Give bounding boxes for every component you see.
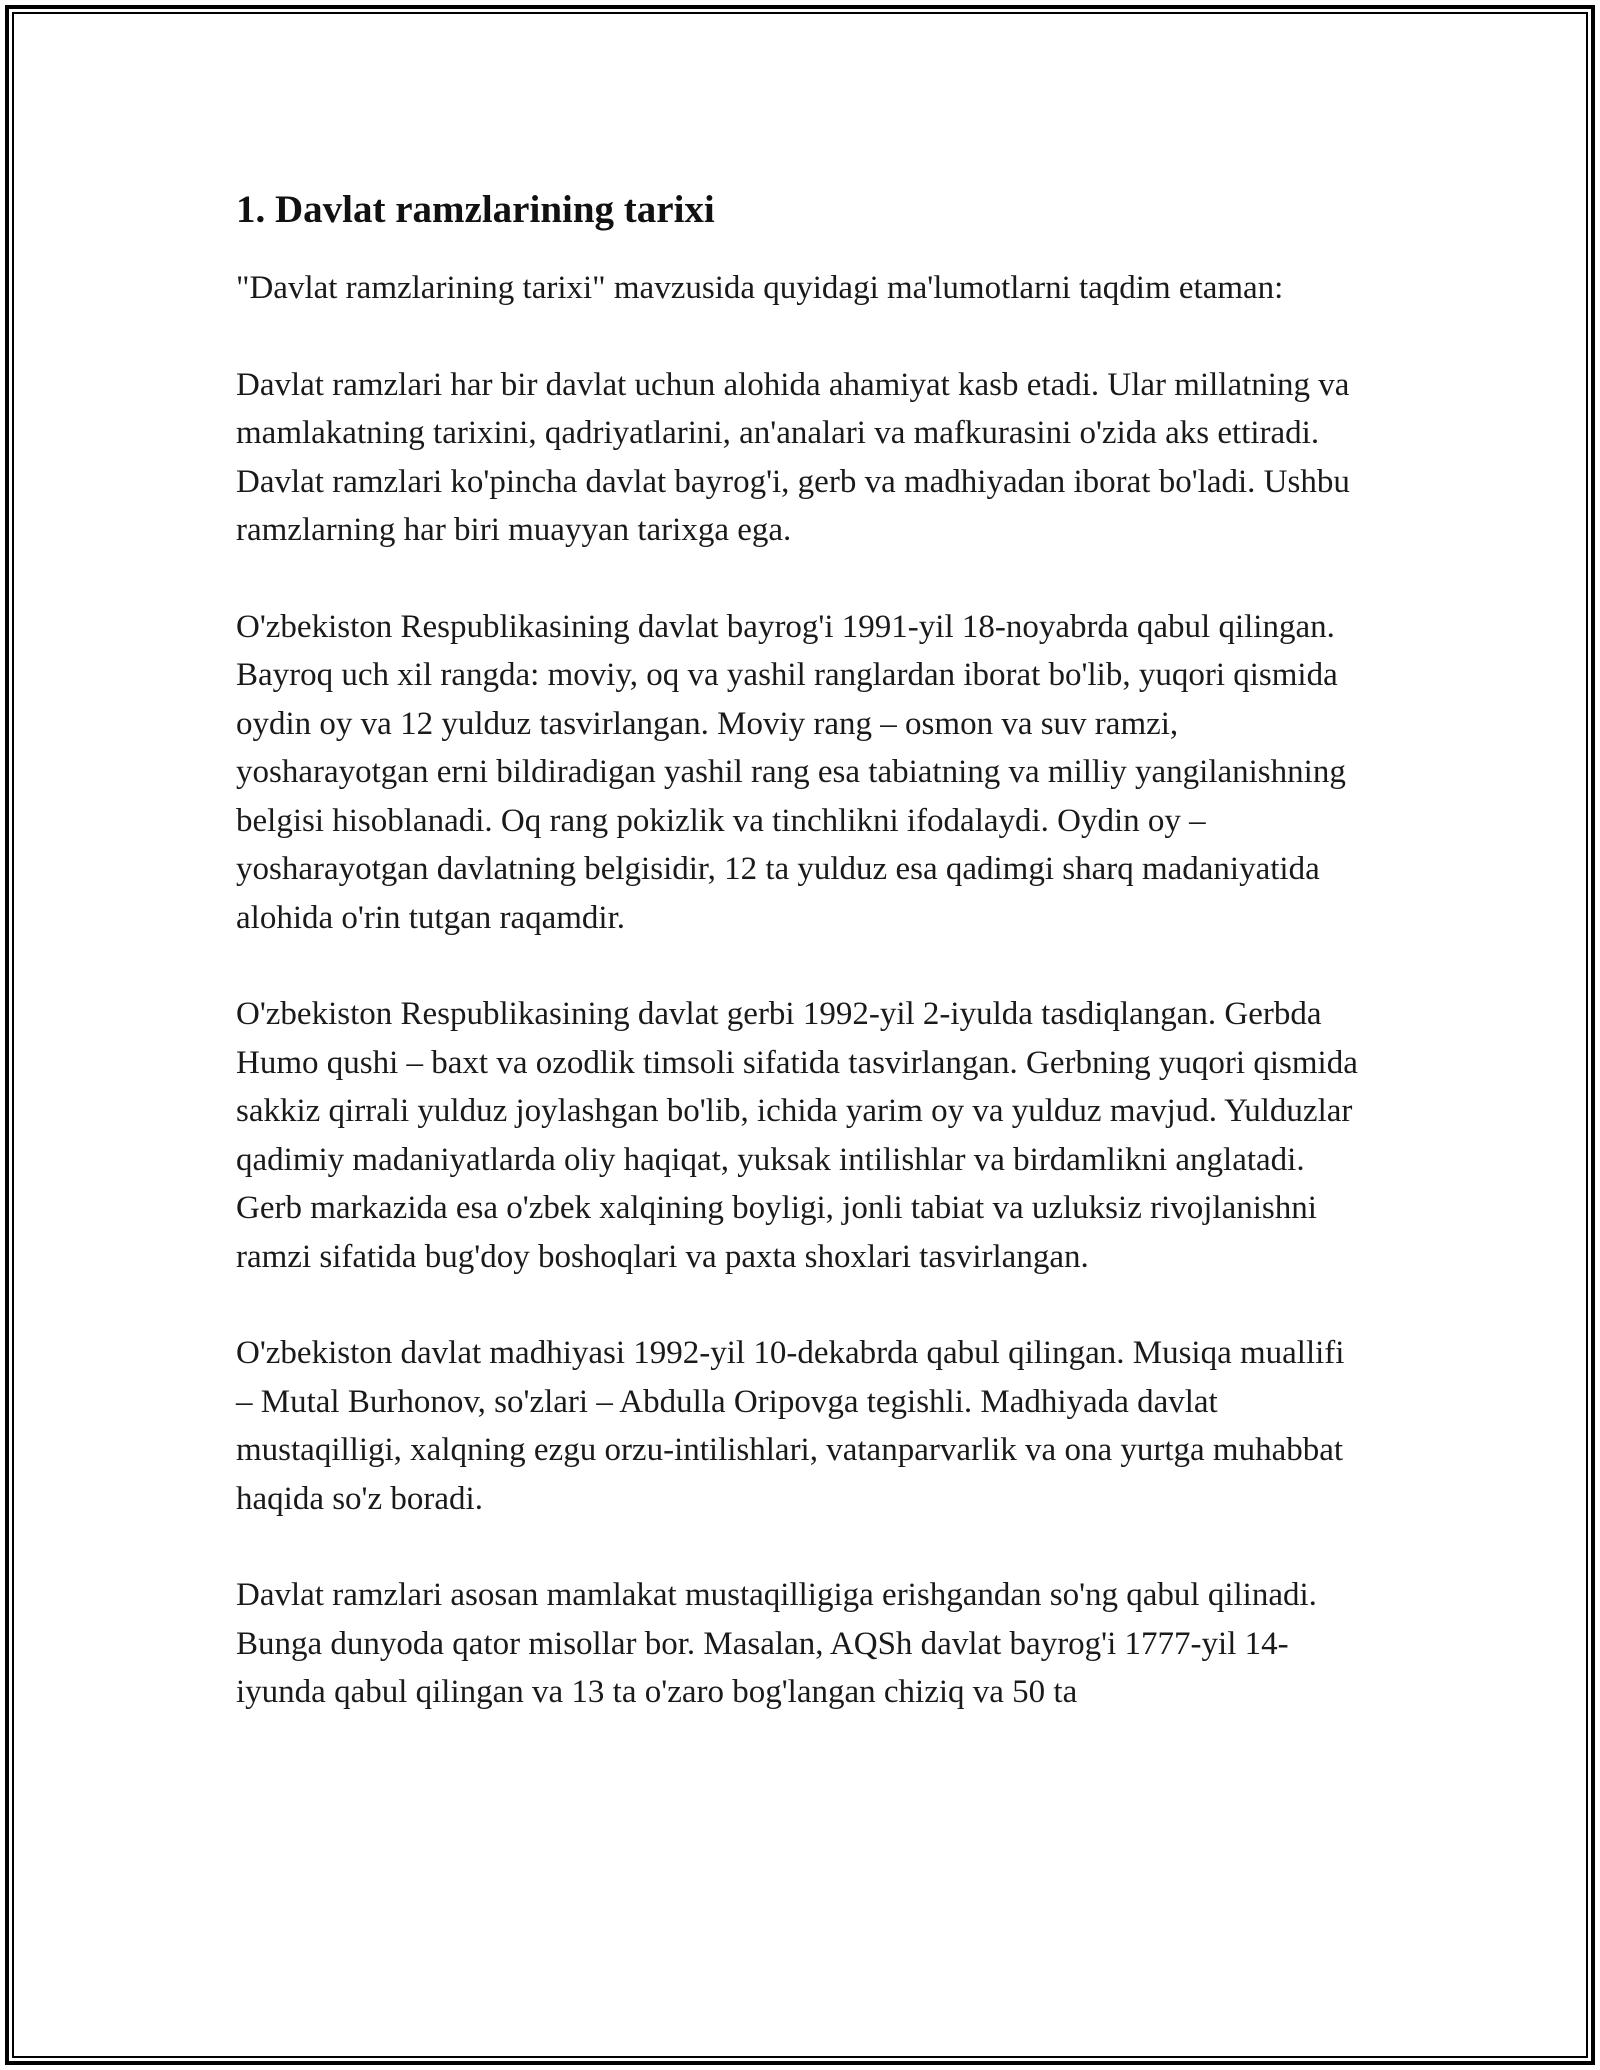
paragraph-state-symbols: Davlat ramzlari har bir davlat uchun alohida ahamiyat kasb etadi. Ular millatning va mamlakatning tarixini, qadriyatlarini, an'analari va mafkurasini o'zida aks ettiradi. Davlat ramzlari ko'pincha davlat bayrog'i, gerb va madhiyadan iborat bo'ladi. Ushbu ramzlarning har biri muayyan tarixga ega. [236,366,1350,548]
document-page [236,186,1366,1765]
paragraph-emblem: O'zbekiston Respublikasining davlat gerbi 1992-yil 2-iyulda tasdiqlangan. Gerbda Humo qushi – baxt va ozodlik timsoli sifatida tasvirlangan. Gerbning yuqori qismida sakkiz qirrali yulduz joylashgan bo'lib, ichida yarim oy va yulduz mavjud. Yulduzlar qadimiy madaniyatlarda oliy haqiqat, yuksak intilishlar va birdamlikni anglatadi. Gerb markazida esa o'zbek xalqining boyligi, jonli tabiat va uzluksiz rivojlanishni ramzi sifatida bug'doy boshoqlari va paxta shoxlari tasvirlangan. [236,996,1358,1275]
paragraph-anthem: O'zbekiston davlat madhiyasi 1992-yil 10-dekabrda qabul qilingan. Musiqa muallifi – Mutal Burhonov, so'zlari – Abdulla Oripovga tegishli. Madhiyada davlat mustaqilligi, xalqning ezgu orzu-intilishlari, vatanparvarlik va ona yurtga muhabbat haqida so'z boradi. [236,1335,1345,1517]
section-heading: 1. Davlat ramzlarining tarixi [236,188,715,231]
paragraph-adoption: Davlat ramzlari asosan mamlakat mustaqilligiga erishgandan so'ng qabul qilinadi. Bunga dunyoda qator misollar bor. Masalan, AQSh davlat bayrog'i 1777-yil 14-iyunda qabul qilingan va 13 ta o'zaro bog'langan chiziq va 50 ta [236,1577,1317,1710]
paragraph-flag: O'zbekiston Respublikasining davlat bayrog'i 1991-yil 18-noyabrda qabul qilingan. Bayroq uch xil rangda: moviy, oq va yashil ranglardan iborat bo'lib, yuqori qismida oydin oy va 12 yulduz tasvirlangan. Moviy rang – osmon va suv ramzi, yosharayotgan erni bildiradigan yashil rang esa tabiatning va milliy yangilanishning belgisi hisoblanadi. Oq rang pokizlik va tinchlikni ifodalaydi. Oydin oy – yosharayotgan davlatning belgisidir, 12 ta yulduz esa qadimgi sharq madaniyatida alohida o'rin tutgan raqamdir. [236,608,1346,936]
intro-paragraph: "Davlat ramzlarining tarixi" mavzusida quyidagi ma'lumotlarni taqdim etaman: [236,270,1284,306]
